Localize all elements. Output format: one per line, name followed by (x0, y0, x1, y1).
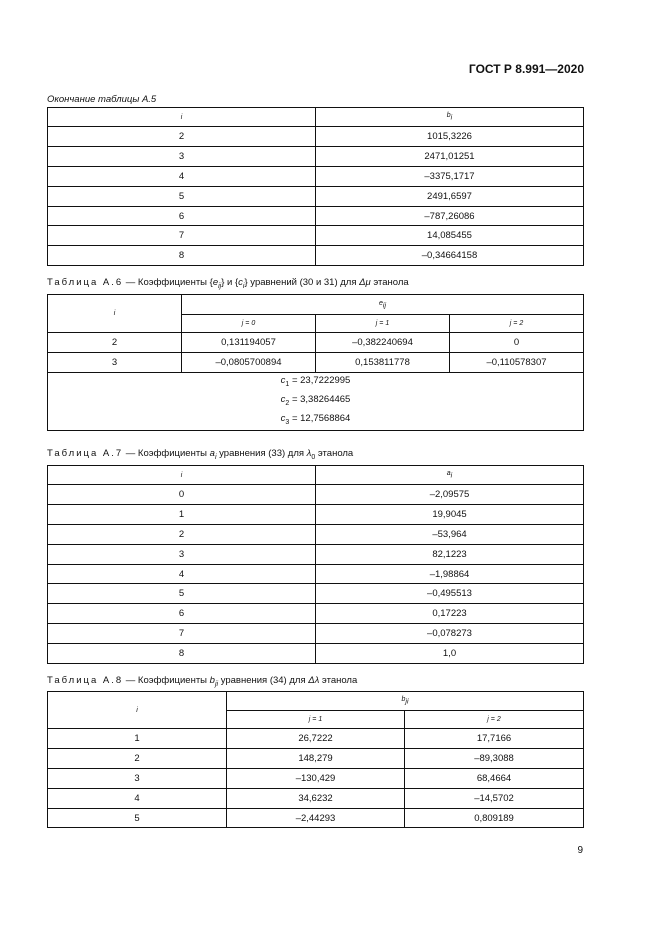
c-values-cell (48, 373, 584, 431)
cell-v: 14,085455 (316, 226, 584, 246)
cell-i: 2 (48, 127, 316, 147)
cell-v: –787,26086 (316, 206, 584, 226)
table-a5 (47, 107, 584, 266)
cell-v1: 148,279 (227, 748, 405, 768)
table-row (48, 584, 584, 604)
cell-i: 7 (48, 624, 316, 644)
col-header-i: i (48, 692, 227, 729)
cell-i: 3 (48, 353, 182, 373)
cell-v1: 34,6232 (227, 788, 405, 808)
cell-i: 3 (48, 768, 227, 788)
table-a5-caption: Окончание таблицы А.5 (47, 94, 157, 105)
cell-i: 5 (48, 584, 316, 604)
cell-v: 2491,6597 (316, 186, 584, 206)
table-a7 (47, 465, 584, 664)
cell-i: 1 (48, 504, 316, 524)
table-row (48, 504, 584, 524)
cell-v: –0,34664158 (316, 246, 584, 266)
cell-i: 4 (48, 564, 316, 584)
cell-v: 1015,3226 (316, 127, 584, 147)
col-header-b: $b_{ji}$ (227, 692, 584, 711)
cell-i: 5 (48, 808, 227, 828)
cell-v: 1,0 (316, 644, 584, 664)
cell-i: 6 (48, 604, 316, 624)
cell-i: 7 (48, 226, 316, 246)
cell-i: 8 (48, 246, 316, 266)
cell-v: –2,09575 (316, 485, 584, 505)
table-a8 (47, 691, 584, 828)
table-row (48, 564, 584, 584)
table-row (48, 246, 584, 266)
cell-v2: 68,4664 (405, 768, 584, 788)
cell-i: 2 (48, 748, 227, 768)
table-row (48, 788, 584, 808)
table-row (48, 544, 584, 564)
cell-i: 3 (48, 146, 316, 166)
cell-v1: –130,429 (227, 768, 405, 788)
cell-v1: 0,153811778 (316, 353, 450, 373)
table-row (48, 768, 584, 788)
cell-v1: 26,7222 (227, 729, 405, 749)
cell-v: 82,1223 (316, 544, 584, 564)
cell-v2: –14,5702 (405, 788, 584, 808)
table-row (48, 644, 584, 664)
table-row (48, 206, 584, 226)
subcol-j1: j = 1 (316, 315, 450, 333)
cell-i: 4 (48, 166, 316, 186)
cell-i: 2 (48, 524, 316, 544)
cell-v: 19,9045 (316, 504, 584, 524)
cell-v2: 17,7166 (405, 729, 584, 749)
table-row (48, 485, 584, 505)
cell-i: 3 (48, 544, 316, 564)
col-header-i: i (48, 108, 316, 127)
table-a6-caption: Таблица А.6 — Коэффициенты $\{e_{ij}\}$ и $\{c_i\}$ уравнений (30 и 31) для Δμ этанола (47, 277, 409, 290)
table-a7-caption: Таблица А.7 — Коэффициенты $a_i$ уравнения (33) для $\lambda_0$ этанола (47, 448, 354, 461)
table-row (48, 729, 584, 749)
cell-v0: –0,0805700894 (182, 353, 316, 373)
cell-v2: 0 (450, 333, 584, 353)
cell-i: 6 (48, 206, 316, 226)
table-a6 (47, 294, 584, 431)
col-header-i: i (48, 295, 182, 333)
table-a8-caption: Таблица А.8 — Коэффициенты $b_{ji}$ уравнения (34) для Δλ этанола (47, 675, 358, 688)
cell-v0: 0,131194057 (182, 333, 316, 353)
table-row (48, 186, 584, 206)
cell-v2: –89,3088 (405, 748, 584, 768)
table-row (48, 604, 584, 624)
cell-v2: –0,110578307 (450, 353, 584, 373)
table-row (48, 146, 584, 166)
page-number: 9 (577, 845, 583, 856)
cell-v1: –2,44293 (227, 808, 405, 828)
table-row (48, 524, 584, 544)
cell-i: 4 (48, 788, 227, 808)
col-header-b: $b_i$ (316, 108, 584, 127)
cell-v2: 0,809189 (405, 808, 584, 828)
col-header-e: $e_{ij}$ (182, 295, 584, 315)
c2-value: $c_2 = 3,38264465$ (280, 393, 351, 407)
c1-value: $c_1 = 23,7222995$ (280, 375, 351, 388)
table-row (48, 127, 584, 147)
table-row (48, 353, 584, 373)
cell-v: –3375,1717 (316, 166, 584, 186)
cell-v: –0,078273 (316, 624, 584, 644)
cell-v1: –0,382240694 (316, 333, 450, 353)
cell-i: 0 (48, 485, 316, 505)
col-header-i: i (48, 466, 316, 485)
subcol-j2: j = 2 (450, 315, 584, 333)
cell-v: –0,495513 (316, 584, 584, 604)
cell-v: –1,98864 (316, 564, 584, 584)
table-row (48, 333, 584, 353)
cell-i: 2 (48, 333, 182, 353)
table-row (48, 624, 584, 644)
table-row (48, 166, 584, 186)
c3-value: $c_3 = 12,7568864$ (280, 412, 351, 426)
subcol-j1: j = 1 (227, 711, 405, 729)
document-number: ГОСТ Р 8.991—2020 (468, 62, 584, 76)
subcol-j0: j = 0 (182, 315, 316, 333)
cell-v: –53,964 (316, 524, 584, 544)
cell-i: 5 (48, 186, 316, 206)
cell-v: 0,17223 (316, 604, 584, 624)
col-header-a: $a_i$ (316, 466, 584, 485)
table-row (48, 226, 584, 246)
table-row (48, 808, 584, 828)
cell-i: 8 (48, 644, 316, 664)
table-row (48, 748, 584, 768)
cell-v: 2471,01251 (316, 146, 584, 166)
cell-i: 1 (48, 729, 227, 749)
subcol-j2: j = 2 (405, 711, 584, 729)
